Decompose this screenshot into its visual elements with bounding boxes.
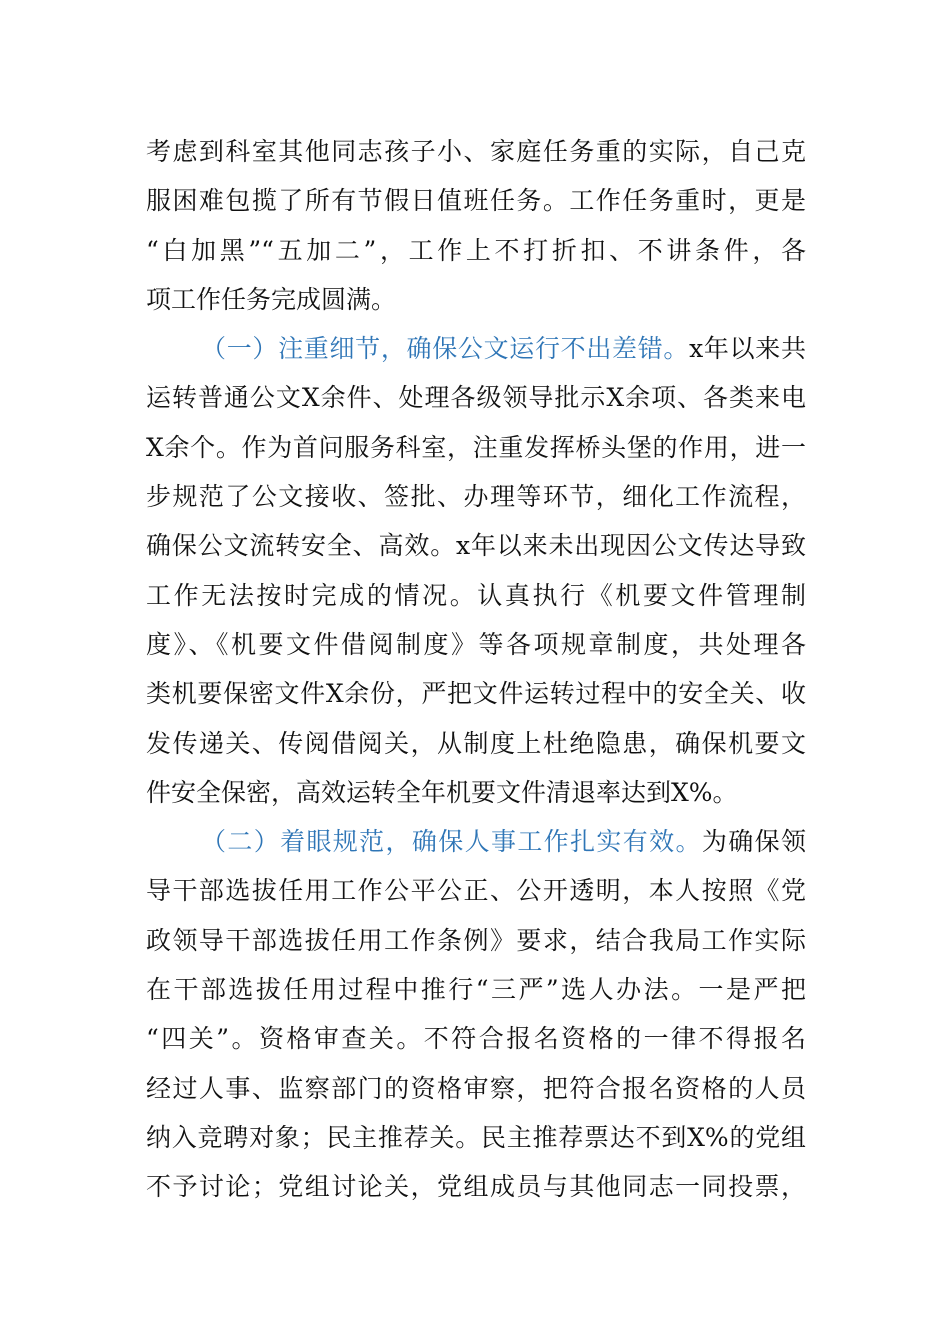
- line-text: 工作无法按时完成的情况。认真执行《机要文件管理制: [146, 580, 806, 610]
- text-line: [146, 768, 806, 817]
- line-text: 为确保领: [701, 827, 806, 857]
- text-line: [146, 1014, 806, 1063]
- line-text: “白加黑”“五加二”，工作上不打折扣、不讲条件，各: [146, 235, 806, 265]
- line-text: X余个。作为首问服务科室，注重发挥桥头堡的作用，进一: [146, 432, 806, 462]
- line-text: 发传递关、传阅借阅关，从制度上杜绝隐患，确保机要文: [146, 728, 806, 758]
- line-text: 服困难包揽了所有节假日值班任务。工作任务重时，更是: [146, 186, 806, 216]
- line-text: 经过人事、监察部门的资格审察，把符合报名资格的人员: [146, 1073, 806, 1103]
- text-line: [146, 127, 806, 176]
- line-text: “四关”。资格审查关。不符合报名资格的一律不得报名: [146, 1024, 806, 1054]
- text-line: [146, 620, 806, 669]
- line-text: 步规范了公文接收、签批、办理等环节，细化工作流程，: [146, 482, 806, 512]
- text-line: [146, 1113, 806, 1162]
- line-text: 导干部选拔任用工作公平公正、公开透明，本人按照《党: [146, 876, 806, 906]
- text-line: [146, 719, 806, 768]
- line-text: 考虑到科室其他同志孩子小、家庭任务重的实际，自己克: [146, 137, 806, 166]
- text-line: [146, 472, 806, 521]
- text-line: [146, 866, 806, 915]
- text-line: [146, 916, 806, 965]
- section-heading: （一）注重细节，确保公文运行不出差错。: [201, 334, 690, 364]
- text-line: [146, 1162, 806, 1211]
- line-text: 确保公文流转安全、高效。x年以来未出现因公文传达导致: [146, 531, 806, 561]
- text-line: [146, 669, 806, 718]
- text-line: [146, 324, 806, 373]
- document-body: [146, 127, 806, 1212]
- text-line: [146, 571, 806, 620]
- text-line: [146, 176, 806, 225]
- text-line: [146, 423, 806, 472]
- line-text: 在干部选拔任用过程中推行“三严”选人办法。一是严把: [146, 975, 806, 1005]
- line-text: 度》、《机要文件借阅制度》等各项规章制度，共处理各: [146, 629, 806, 659]
- text-line: [146, 226, 806, 275]
- text-line: [146, 275, 806, 324]
- line-text: 件安全保密，高效运转全年机要文件清退率达到X%。: [146, 777, 738, 807]
- line-text: 类机要保密文件X余份，严把文件运转过程中的安全关、收: [146, 679, 806, 709]
- text-line: [146, 1064, 806, 1113]
- line-text: 运转普通公文X余件、处理各级领导批示X余项、各类来电: [146, 383, 806, 413]
- line-text: 政领导干部选拔任用工作条例》要求，结合我局工作实际: [146, 925, 806, 955]
- text-line: [146, 521, 806, 570]
- text-line: [146, 817, 806, 866]
- text-line: [146, 373, 806, 422]
- line-text: 项工作任务完成圆满。: [146, 284, 397, 314]
- text-line: [146, 965, 806, 1014]
- line-text: 纳入竞聘对象；民主推荐关。民主推荐票达不到X%的党组: [146, 1122, 806, 1152]
- line-text: x年以来共: [689, 334, 806, 364]
- section-heading: （二）着眼规范，确保人事工作扎实有效。: [201, 827, 702, 857]
- line-text: 不予讨论；党组讨论关，党组成员与其他同志一同投票，: [146, 1172, 806, 1202]
